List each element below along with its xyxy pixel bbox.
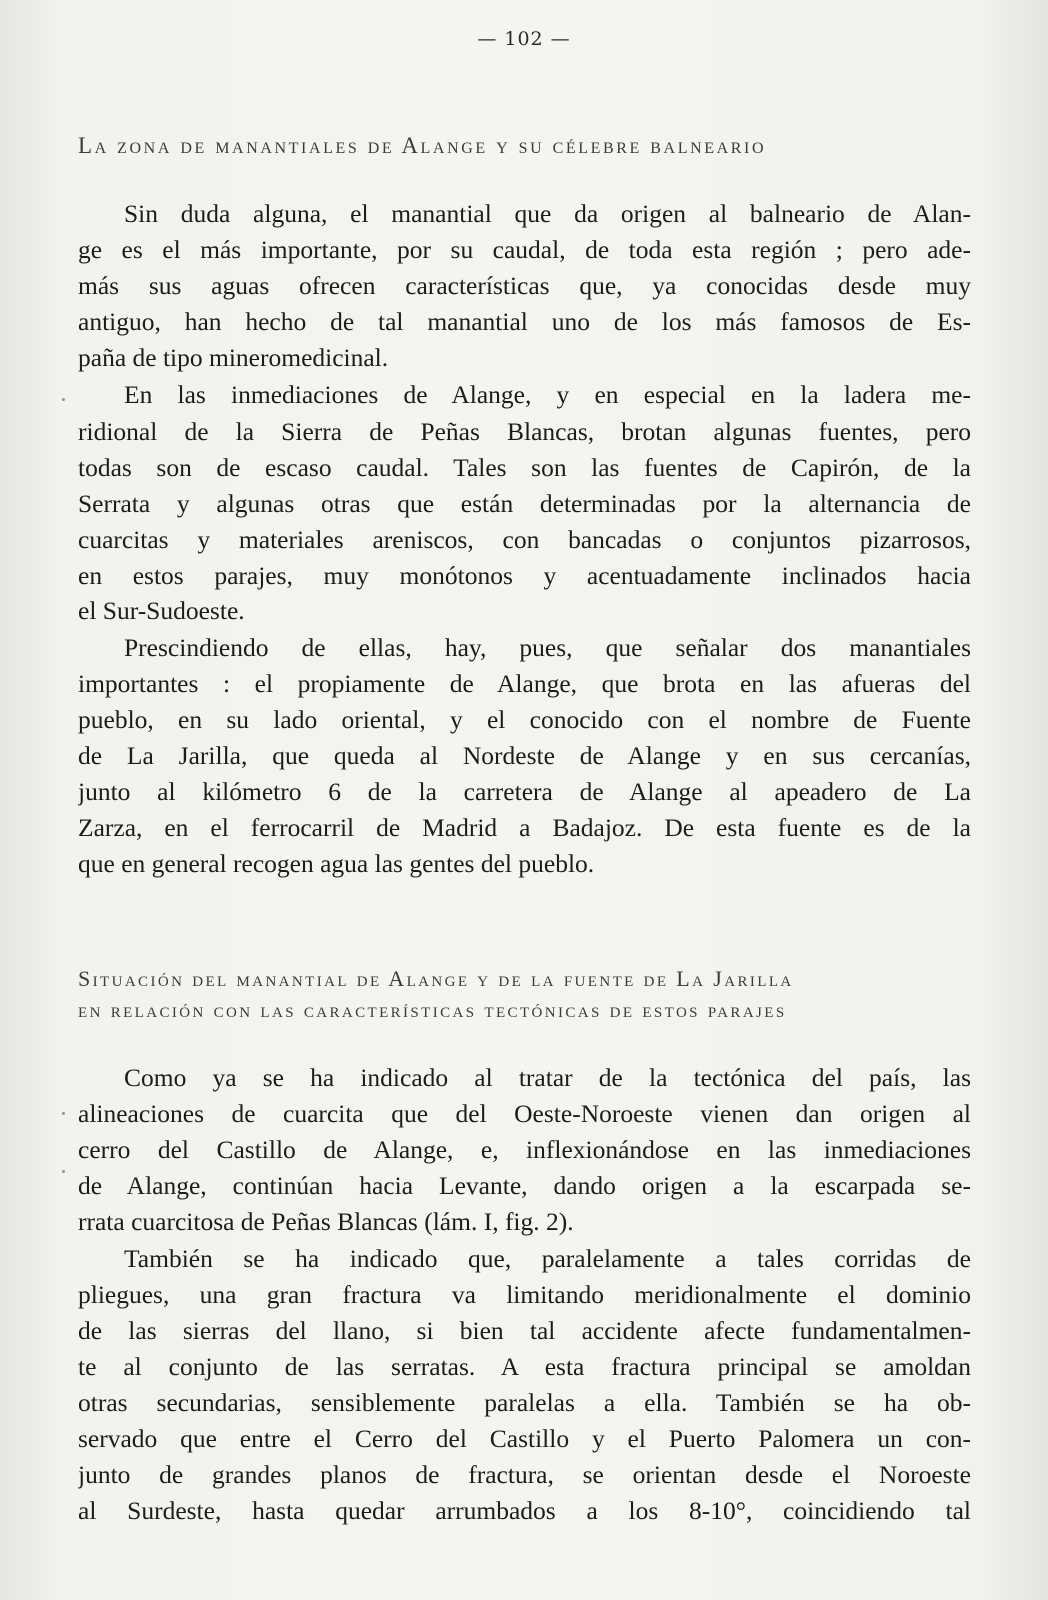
text-line: paña de tipo mineromedicinal. [78, 343, 389, 372]
text-line: antiguo, han hecho de tal manantial uno de los más famosos de Es- [78, 307, 971, 336]
text-line: También se ha indicado que, paralelamente a tales corridas de [124, 1244, 971, 1273]
text-line: junto de grandes planos de fractura, se orientan desde el Noroeste [78, 1460, 971, 1489]
scan-speck [62, 398, 65, 401]
section-heading-alange-springs: La zona de manantiales de Alange y su célebre balneario [78, 133, 767, 158]
text-line: Serrata y algunas otras que están determinadas por la alternancia de [78, 489, 971, 518]
text-line: alineaciones de cuarcita que del Oeste-Noroeste vienen dan origen al [78, 1099, 971, 1128]
text-line: importantes : el propiamente de Alange, que brota en las afueras del [78, 669, 971, 698]
text-line: otras secundarias, sensiblemente paralelas a ella. También se ha ob- [78, 1388, 971, 1417]
text-line: de las sierras del llano, si bien tal accidente afecte fundamentalmen- [78, 1316, 971, 1345]
text-line: más sus aguas ofrecen características que, ya conocidas desde muy [78, 271, 971, 300]
text-line: Prescindiendo de ellas, hay, pues, que señalar dos manantiales [124, 633, 971, 662]
text-line: pueblo, en su lado oriental, y el conocido con el nombre de Fuente [78, 705, 971, 734]
text-line: En las inmediaciones de Alange, y en especial en la ladera me- [124, 380, 971, 409]
text-line: Sin duda alguna, el manantial que da origen al balneario de Alan- [124, 199, 971, 228]
text-line: el Sur-Sudoeste. [78, 596, 245, 625]
text-line: pliegues, una gran fractura va limitando meridionalmente el dominio [78, 1280, 971, 1309]
text-line: que en general recogen agua las gentes del pueblo. [78, 849, 595, 878]
text-line: servado que entre el Cerro del Castillo y el Puerto Palomera un con- [78, 1424, 971, 1453]
text-line: de La Jarilla, que queda al Nordeste de Alange y en sus cercanías, [78, 741, 971, 770]
section-heading-tectonic-situation: Situación del manantial de Alange y de la fuente de La Jarilla [78, 966, 794, 991]
text-line: rrata cuarcitosa de Peñas Blancas (lám. I, fig. 2). [78, 1207, 574, 1236]
text-line: Como ya se ha indicado al tratar de la tectónica del país, las [124, 1063, 971, 1092]
text-line: todas son de escaso caudal. Tales son las fuentes de Capirón, de la [78, 453, 971, 482]
text-line: al Surdeste, hasta quedar arrumbados a los 8-10°, coincidiendo tal [78, 1496, 971, 1525]
text-line: junto al kilómetro 6 de la carretera de Alange al apeadero de La [78, 777, 971, 806]
section-heading-tectonic-situation-line2: en relación con las características tectónicas de estos parajes [78, 997, 787, 1022]
text-line: te al conjunto de las serratas. A esta fractura principal se amoldan [78, 1352, 971, 1381]
scan-speck [62, 1170, 65, 1173]
text-line: cuarcitas y materiales areniscos, con bancadas o conjuntos pizarrosos, [78, 525, 971, 554]
text-line: en estos parajes, muy monótonos y acentuadamente inclinados hacia [78, 561, 971, 590]
text-line: ge es el más importante, por su caudal, de toda esta región ; pero ade- [78, 235, 971, 264]
text-line: ridional de la Sierra de Peñas Blancas, brotan algunas fuentes, pero [78, 417, 971, 446]
text-line: de Alange, continúan hacia Levante, dando origen a la escarpada se- [78, 1171, 971, 1200]
text-line: Zarza, en el ferrocarril de Madrid a Badajoz. De esta fuente es de la [78, 813, 971, 842]
text-line: cerro del Castillo de Alange, e, inflexionándose en las inmediaciones [78, 1135, 971, 1164]
scan-speck [62, 1112, 65, 1115]
page-number: — 102 — [477, 28, 571, 50]
